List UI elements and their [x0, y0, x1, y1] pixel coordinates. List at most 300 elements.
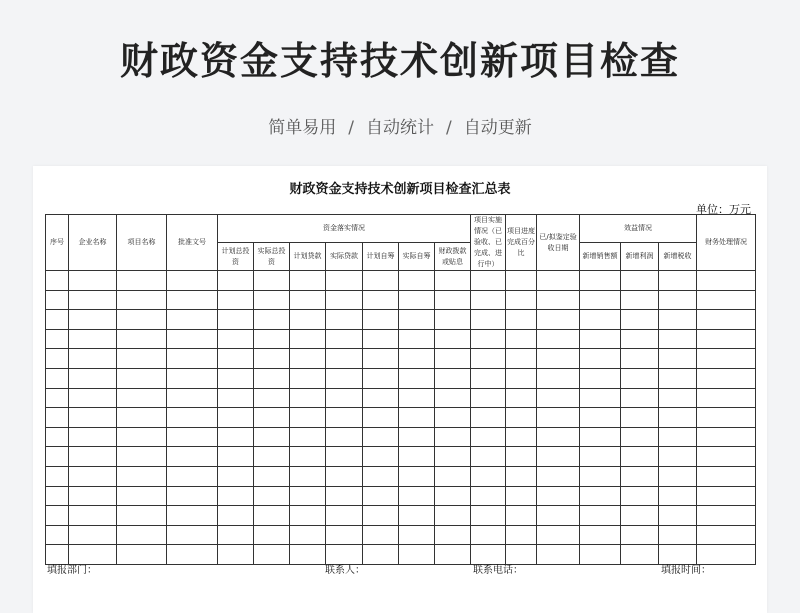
table-cell	[659, 388, 697, 408]
table-cell	[659, 466, 697, 486]
table-cell	[363, 349, 399, 369]
table-cell	[326, 466, 363, 486]
table-cell	[435, 310, 471, 330]
table-cell	[46, 525, 69, 545]
table-cell	[326, 388, 363, 408]
table-cell	[435, 349, 471, 369]
header-funding-actual-total: 实际总投资	[254, 243, 290, 271]
table-cell	[435, 290, 471, 310]
table-cell	[46, 447, 69, 467]
table-cell	[363, 329, 399, 349]
table-cell	[218, 310, 254, 330]
table-cell	[399, 466, 435, 486]
table-cell	[290, 271, 326, 291]
sheet-title: 财政资金支持技术创新项目检查汇总表	[289, 182, 511, 197]
table-cell	[326, 427, 363, 447]
table-cell	[435, 525, 471, 545]
table-cell	[621, 486, 659, 506]
table-cell	[254, 408, 290, 428]
table-cell	[399, 368, 435, 388]
table-cell	[399, 506, 435, 526]
table-cell	[399, 310, 435, 330]
table-cell	[117, 525, 167, 545]
footer-phone: 联系电话：	[473, 565, 523, 576]
table-cell	[363, 388, 399, 408]
table-cell	[697, 290, 756, 310]
subtitle-item: 自动统计	[366, 118, 434, 138]
table-cell	[290, 368, 326, 388]
table-body	[46, 271, 756, 565]
table-cell	[580, 466, 621, 486]
table-cell	[46, 388, 69, 408]
table-cell	[69, 525, 117, 545]
table-cell	[621, 368, 659, 388]
table-row	[46, 388, 756, 408]
table-cell	[399, 349, 435, 369]
table-cell	[167, 329, 218, 349]
table-row	[46, 290, 756, 310]
table-cell	[621, 388, 659, 408]
table-cell	[580, 368, 621, 388]
table-cell	[69, 388, 117, 408]
table-cell	[218, 368, 254, 388]
table-cell	[117, 329, 167, 349]
table-cell	[471, 408, 506, 428]
table-cell	[326, 329, 363, 349]
table-cell	[218, 388, 254, 408]
table-cell	[435, 408, 471, 428]
table-row	[46, 310, 756, 330]
table-cell	[167, 466, 218, 486]
table-cell	[697, 506, 756, 526]
table-cell	[471, 447, 506, 467]
table-cell	[399, 290, 435, 310]
table-cell	[167, 447, 218, 467]
footer-date: 填报时间：	[661, 565, 711, 576]
table-cell	[697, 271, 756, 291]
table-cell	[471, 310, 506, 330]
subtitle-item: 自动更新	[463, 118, 532, 138]
header-benefit-profit: 新增利润	[621, 243, 659, 271]
spreadsheet-preview	[33, 166, 767, 613]
table-cell	[290, 329, 326, 349]
table-cell	[659, 310, 697, 330]
table-cell	[506, 329, 537, 349]
table-cell	[69, 486, 117, 506]
table-cell	[117, 271, 167, 291]
table-cell	[69, 466, 117, 486]
table-cell	[435, 271, 471, 291]
header-benefit-tax: 新增税收	[659, 243, 697, 271]
table-cell	[363, 408, 399, 428]
footer-dept: 填报部门：	[47, 565, 97, 576]
table-cell	[218, 427, 254, 447]
header-funding-fiscal: 财政拨款或贴息	[435, 243, 471, 271]
table-cell	[46, 368, 69, 388]
table-cell	[218, 506, 254, 526]
table-cell	[471, 290, 506, 310]
table-cell	[218, 447, 254, 467]
table-cell	[326, 290, 363, 310]
table-cell	[254, 447, 290, 467]
table-cell	[537, 388, 580, 408]
table-cell	[471, 368, 506, 388]
table-cell	[537, 290, 580, 310]
table-cell	[363, 368, 399, 388]
table-cell	[621, 466, 659, 486]
table-cell	[254, 486, 290, 506]
table-cell	[117, 349, 167, 369]
table-cell	[435, 388, 471, 408]
table-cell	[537, 506, 580, 526]
table-cell	[46, 271, 69, 291]
table-cell	[399, 329, 435, 349]
table-cell	[537, 525, 580, 545]
table-cell	[537, 349, 580, 369]
table-cell	[659, 506, 697, 526]
table-cell	[218, 408, 254, 428]
table-cell	[621, 271, 659, 291]
header-approval-no: 批准文号	[167, 215, 218, 271]
table-cell	[659, 271, 697, 291]
table-cell	[537, 368, 580, 388]
table-cell	[471, 271, 506, 291]
table-cell	[580, 388, 621, 408]
header-funding-planned-loan: 计划贷款	[290, 243, 326, 271]
page-subtitle	[0, 113, 800, 138]
header-company: 企业名称	[69, 215, 117, 271]
table-cell	[254, 310, 290, 330]
table-row	[46, 349, 756, 369]
table-cell	[537, 447, 580, 467]
table-cell	[621, 525, 659, 545]
header-funding-actual-loan: 实际贷款	[326, 243, 363, 271]
table-cell	[659, 349, 697, 369]
table-cell	[537, 329, 580, 349]
table-cell	[363, 290, 399, 310]
table-cell	[399, 427, 435, 447]
subtitle-separator: /	[348, 118, 354, 138]
table-cell	[506, 368, 537, 388]
table-cell	[506, 447, 537, 467]
table-row	[46, 368, 756, 388]
table-cell	[471, 329, 506, 349]
header-progress: 项目进度完成百分比	[506, 215, 537, 271]
table-cell	[471, 388, 506, 408]
table-cell	[621, 290, 659, 310]
table-cell	[399, 408, 435, 428]
table-cell	[506, 486, 537, 506]
table-cell	[580, 447, 621, 467]
table-cell	[117, 506, 167, 526]
table-cell	[326, 310, 363, 330]
table-cell	[621, 427, 659, 447]
table-cell	[46, 310, 69, 330]
header-benefit-group: 效益情况	[580, 215, 697, 243]
table-cell	[435, 506, 471, 526]
table-cell	[537, 427, 580, 447]
table-cell	[254, 388, 290, 408]
table-cell	[506, 349, 537, 369]
table-cell	[46, 329, 69, 349]
table-cell	[254, 427, 290, 447]
table-cell	[697, 329, 756, 349]
table-cell	[697, 466, 756, 486]
table-cell	[435, 368, 471, 388]
table-cell	[218, 290, 254, 310]
table-cell	[69, 408, 117, 428]
table-cell	[254, 329, 290, 349]
table-cell	[399, 447, 435, 467]
table-cell	[363, 486, 399, 506]
table-cell	[117, 388, 167, 408]
table-cell	[471, 427, 506, 447]
table-cell	[506, 388, 537, 408]
table-cell	[471, 349, 506, 369]
table-cell	[290, 525, 326, 545]
table-cell	[580, 329, 621, 349]
table-cell	[254, 349, 290, 369]
table-cell	[290, 349, 326, 369]
table-cell	[326, 349, 363, 369]
table-cell	[326, 525, 363, 545]
table-cell	[580, 271, 621, 291]
table-cell	[117, 310, 167, 330]
table-row	[46, 447, 756, 467]
table-cell	[363, 447, 399, 467]
table-cell	[363, 525, 399, 545]
table-cell	[46, 290, 69, 310]
table-cell	[697, 486, 756, 506]
table-cell	[117, 408, 167, 428]
table-cell	[69, 427, 117, 447]
table-cell	[435, 447, 471, 467]
table-cell	[167, 408, 218, 428]
table-cell	[506, 427, 537, 447]
table-cell	[435, 427, 471, 447]
table-cell	[326, 271, 363, 291]
table-cell	[363, 310, 399, 330]
table-cell	[167, 525, 218, 545]
header-acceptance-date: 已/拟鉴定验收日期	[537, 215, 580, 271]
table-cell	[46, 408, 69, 428]
table-cell	[167, 427, 218, 447]
table-row	[46, 525, 756, 545]
table-cell	[46, 349, 69, 369]
header-funding-group: 资金落实情况	[218, 215, 471, 243]
table-cell	[399, 486, 435, 506]
table-cell	[69, 349, 117, 369]
table-cell	[290, 506, 326, 526]
table-cell	[167, 388, 218, 408]
table-cell	[69, 290, 117, 310]
table-cell	[537, 408, 580, 428]
table-cell	[167, 506, 218, 526]
table-cell	[659, 329, 697, 349]
table-cell	[506, 271, 537, 291]
table-cell	[659, 427, 697, 447]
table-cell	[218, 525, 254, 545]
table-cell	[621, 408, 659, 428]
table-cell	[254, 271, 290, 291]
table-cell	[117, 368, 167, 388]
table-cell	[117, 427, 167, 447]
table-cell	[167, 349, 218, 369]
table-row	[46, 427, 756, 447]
table-cell	[471, 525, 506, 545]
table-cell	[363, 427, 399, 447]
summary-table	[45, 214, 756, 565]
table-cell	[218, 466, 254, 486]
header-project-name: 项目名称	[117, 215, 167, 271]
table-cell	[117, 447, 167, 467]
table-cell	[363, 466, 399, 486]
table-cell	[537, 271, 580, 291]
table-cell	[69, 447, 117, 467]
table-cell	[697, 388, 756, 408]
table-cell	[697, 447, 756, 467]
table-cell	[697, 349, 756, 369]
table-row	[46, 506, 756, 526]
table-cell	[117, 486, 167, 506]
table-cell	[290, 447, 326, 467]
table-cell	[218, 271, 254, 291]
table-cell	[326, 506, 363, 526]
table-cell	[290, 388, 326, 408]
table-cell	[254, 368, 290, 388]
table-cell	[659, 447, 697, 467]
table-cell	[537, 466, 580, 486]
table-cell	[167, 486, 218, 506]
table-cell	[290, 310, 326, 330]
table-cell	[580, 525, 621, 545]
table-cell	[363, 506, 399, 526]
table-cell	[580, 486, 621, 506]
table-cell	[167, 290, 218, 310]
subtitle-item: 简单易用	[268, 118, 337, 138]
table-cell	[399, 388, 435, 408]
table-cell	[254, 506, 290, 526]
table-cell	[580, 506, 621, 526]
table-cell	[254, 525, 290, 545]
table-cell	[580, 310, 621, 330]
table-cell	[697, 525, 756, 545]
table-row	[46, 329, 756, 349]
table-cell	[46, 466, 69, 486]
table-cell	[69, 310, 117, 330]
table-cell	[254, 466, 290, 486]
table-cell	[659, 408, 697, 428]
table-cell	[580, 349, 621, 369]
table-cell	[471, 466, 506, 486]
table-cell	[117, 290, 167, 310]
table-cell	[621, 506, 659, 526]
table-cell	[659, 486, 697, 506]
header-benefit-sales: 新增销售额	[580, 243, 621, 271]
table-cell	[580, 408, 621, 428]
table-cell	[506, 310, 537, 330]
table-cell	[290, 486, 326, 506]
subtitle-separator: /	[446, 118, 452, 138]
table-cell	[326, 408, 363, 428]
table-cell	[290, 427, 326, 447]
table-cell	[471, 506, 506, 526]
table-cell	[659, 525, 697, 545]
table-cell	[506, 408, 537, 428]
header-funding-planned-self: 计划自筹	[363, 243, 399, 271]
table-cell	[46, 506, 69, 526]
table-cell	[506, 466, 537, 486]
page-title: 财政资金支持技术创新项目检查	[119, 39, 680, 83]
table-cell	[69, 271, 117, 291]
table-cell	[218, 349, 254, 369]
header-implementation: 项目实施情况（已验收、已完成、进行中）	[471, 215, 506, 271]
table-cell	[167, 271, 218, 291]
table-cell	[46, 486, 69, 506]
table-cell	[290, 466, 326, 486]
table-cell	[326, 368, 363, 388]
table-cell	[697, 310, 756, 330]
table-cell	[435, 329, 471, 349]
table-cell	[167, 368, 218, 388]
table-cell	[659, 290, 697, 310]
table-cell	[290, 290, 326, 310]
table-cell	[506, 290, 537, 310]
table-cell	[697, 368, 756, 388]
header-seq: 序号	[46, 215, 69, 271]
table-cell	[697, 427, 756, 447]
table-cell	[621, 310, 659, 330]
table-row	[46, 466, 756, 486]
table-cell	[117, 466, 167, 486]
table-cell	[659, 368, 697, 388]
header-funding-actual-self: 实际自筹	[399, 243, 435, 271]
table-cell	[363, 271, 399, 291]
header-funding-planned-total: 计划总投资	[218, 243, 254, 271]
table-cell	[697, 408, 756, 428]
sheet-footer	[33, 561, 767, 575]
table-cell	[69, 506, 117, 526]
table-row	[46, 271, 756, 291]
table-cell	[218, 329, 254, 349]
table-cell	[435, 466, 471, 486]
table-cell	[621, 329, 659, 349]
table-row	[46, 486, 756, 506]
table-cell	[621, 447, 659, 467]
table-cell	[290, 408, 326, 428]
table-cell	[399, 271, 435, 291]
table-cell	[506, 506, 537, 526]
table-cell	[46, 427, 69, 447]
table-cell	[435, 486, 471, 506]
table-cell	[254, 290, 290, 310]
table-cell	[580, 290, 621, 310]
table-cell	[471, 486, 506, 506]
header-finance: 财务处理情况	[697, 215, 756, 271]
table-cell	[69, 368, 117, 388]
table-cell	[506, 525, 537, 545]
table-cell	[537, 486, 580, 506]
table-cell	[326, 447, 363, 467]
table-cell	[621, 349, 659, 369]
table-cell	[580, 427, 621, 447]
table-cell	[537, 310, 580, 330]
table-cell	[167, 310, 218, 330]
table-cell	[399, 525, 435, 545]
table-cell	[326, 486, 363, 506]
footer-contact: 联系人：	[325, 565, 365, 576]
table-row	[46, 408, 756, 428]
